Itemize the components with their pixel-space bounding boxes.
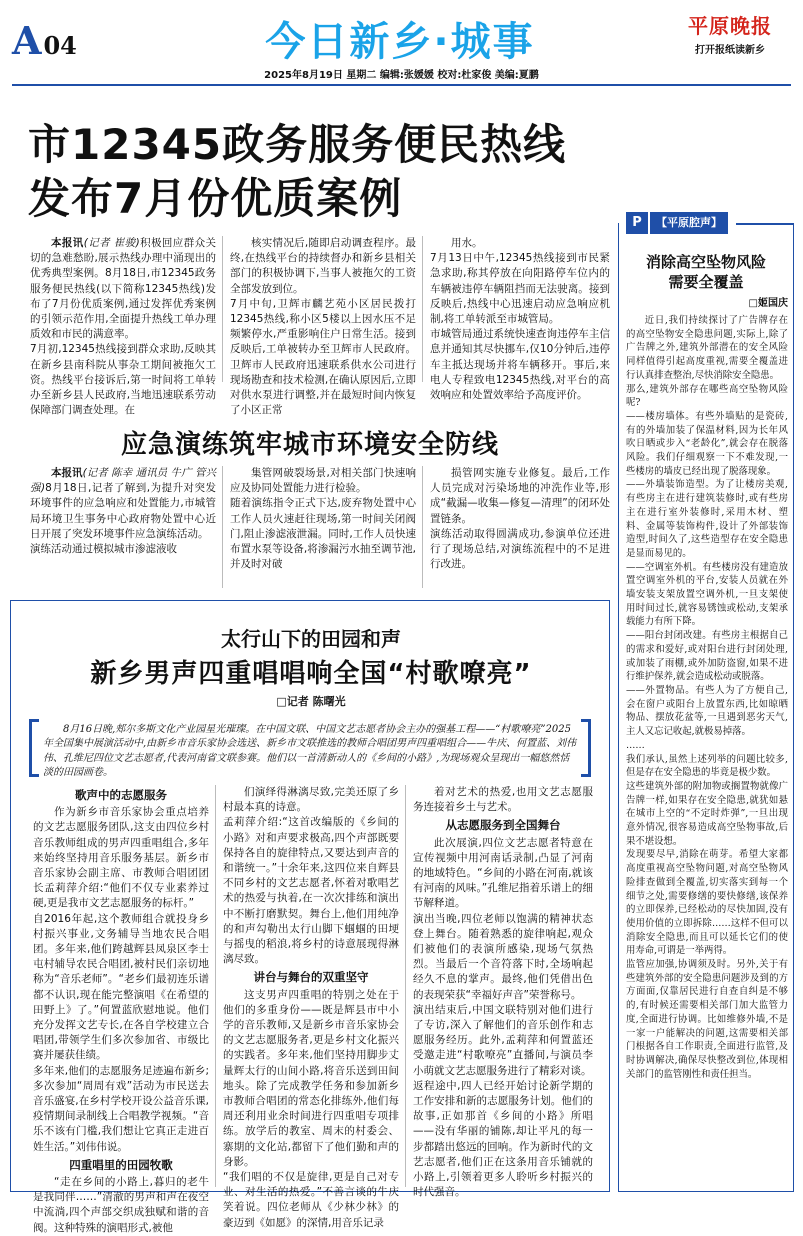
story1-col2-text: 核实情况后,随即启动调查程序。最终,在热线平台的持续督办和新乡县相关部门的积极协调下,当事人被拖欠的工资全部发放到位。 7月中旬,卫辉市麟艺苑小区居民拨打12345热线,称小区5楼以上因水压不足频繁停水,严重影响住户日常生活。接到反映后,工单被转办至卫辉市人民政府。卫辉市人民政府迅速联系供水公司进行现场勘查和技术检测,在确认原因后,立即对供水泵进行调整,并在最短时间内恢复了小区正常 bbox=[230, 237, 416, 417]
issue-meta: 2025年8月19日 星期二 编辑:张媛媛 校对:杜家俊 美编:夏鹏 bbox=[264, 70, 539, 81]
feature-col1 bbox=[33, 785, 209, 1234]
feature-subhead: 讲台与舞台的双重坚守 bbox=[253, 970, 369, 985]
story2-reporter: (记者 陈幸 通讯员 牛广 管兴强) bbox=[30, 467, 216, 495]
story1-headline-line2: 发布7月份优质案例 bbox=[28, 174, 403, 223]
feature-subhead: 从志愿服务到全国舞台 bbox=[445, 818, 561, 833]
feature-subhead: 四重唱里的田园牧歌 bbox=[69, 1157, 173, 1172]
column-tag-label: 【平原腔声】 bbox=[650, 212, 728, 234]
story2-col2 bbox=[230, 466, 416, 588]
column-title-line1: 消除高空坠物风险 bbox=[645, 253, 766, 271]
story1-col3 bbox=[430, 236, 610, 402]
page-header bbox=[0, 0, 803, 90]
feature-col3 bbox=[413, 785, 593, 1199]
story2-headline: 应急演练筑牢城市环境安全防线 bbox=[120, 430, 499, 460]
column-title-line2: 需要全覆盖 bbox=[668, 273, 744, 291]
column-body-text: 近日,我们持续探讨了广告牌存在的高空坠物安全隐患问题,实际上,除了广告牌之外,建筑外部潜在的安全风险同样值得引起高度重视,需要全覆盖进行认真排查整治,尽快消除安全隐患。 那么,建筑外部存在哪些高空坠物风险呢? ——楼房墙体。有些外墙贴的是瓷砖,有的外墙加装了保温材料,因为长年风吹日晒或步入“老龄化”,就会存在脱落风险。我们仔细观察一下不难发现,一些楼房的墙皮已经出现了脱落现象。 ——外墙装饰造型。为了让楼房美观,有些房主在进行建筑装修时,或有些房主在进行室外装修时,采用木材、塑料、金属等装饰构件,设计了外部装饰造型,时间久了,这些造型存在安全隐患是显而易见的。 ——空调室外机。有些楼房没有建造放置空调室外机的平台,安装人员就在外墙安装支架放置空调外机,一旦支架使用时间过长,就容易锈蚀或松动,支架承载能力有所下降。 ——阳台封闭改建。有些房主根据自己的需求和爱好,或对阳台进行封闭处理,或加装了雨棚,或外加防盗窗,如果不进行维护保养,就会造成松动或脱落。 ——外置物品。有些人为了方便自己,会在窗户或阳台上放置东西,比如晾晒物品、摆放花盆等,一旦遇到恶劣天气,主人又忘记收起,就极易掉落。 …… 我们承认,虽然上述列举的问题比较多,但是存在安全隐患的毕竟是极少数。 这些建筑外部的附加物或搁置物就像广告牌一样,如果存在安全隐患,就犹如悬在城市上空的“不定时炸弹”,一旦出现意外情况,很容易造成高空坠物事故,后果不堪设想。 发现要尽早,消除在萌芽。希望大家都高度重视高空坠物问题,对高空坠物风险排查做到全覆盖,切实落实到每一个细节之处,需要修缮的要快修缮,该保养的立即保养,已经松动的尽快加固,没有使用价值的立即拆除……这样不但可以消除安全隐患,而且可以延长它们的使用寿命,可谓是一举两得。 监管应加强,协调须及时。另外,关于有些建筑外部的安全隐患问题涉及到的方方面面,仅靠居民进行自查自纠是不够的,有时候还需要相关部门加大监管力度,全面进行协调。比如维修外墙,不是一家一户能解决的问题,这需要相关部门根据各自工作职责,全面进行监管,及时协调解决,确保尽快整改到位,体现相关部门的监管刚性和责任担当。 bbox=[626, 315, 788, 1080]
story1-col3-text: 用水。 7月13日中午,12345热线接到市民紧急求助,称其停放在向阳路停车位内的车辆被违停车辆阻挡而无法驶离。接到反映后,热线中心迅速启动应急响应机制,将工单转派至市城管局。 市城管局通过系统快速查询违停车主信息并通知其尽快挪车,仅10分钟后,违停车主抵达现场并将车辆移开。事后,来电人专程致电12345热线,对平台的高效响应和处置效率给予高度评价。 bbox=[430, 237, 610, 402]
logo-name: 平原晚报 bbox=[688, 14, 772, 38]
column-title bbox=[618, 252, 794, 292]
story2-byline: 本报讯 bbox=[51, 467, 83, 479]
story1-col2 bbox=[230, 236, 416, 417]
column-tag bbox=[626, 212, 728, 234]
column-author: □姬国庆 bbox=[748, 298, 788, 309]
feature-subhead: 歌声中的志愿服务 bbox=[75, 788, 167, 802]
column-divider bbox=[215, 785, 216, 1187]
bracket-right-icon bbox=[581, 719, 591, 777]
story1-headline-line1: 市12345政务服务便民热线 bbox=[28, 120, 567, 169]
feature-kicker: 太行山下的田园和声 bbox=[221, 627, 401, 651]
page-number bbox=[12, 18, 77, 63]
page-digits: 04 bbox=[43, 31, 77, 60]
story2-col2-text: 集管网破裂场景,对相关部门快速响应及协同处置能力进行检验。 随着演练指令正式下达,废弃物处置中心工作人员火速赶往现场,第一时间关闭阀门,阻止渗滤液泄漏。同时,工作人员快速布置水泵等设备,将渗漏污水抽至调节池,并及时对破 bbox=[230, 467, 416, 571]
newspaper-logo bbox=[671, 10, 789, 56]
story2-col1 bbox=[30, 466, 216, 588]
story2-col3-text: 损管网实施专业修复。最后,工作人员完成对污染场地的冲洗作业等,形成“截漏—收集—修复—清理”的闭环处置链条。 演练活动取得圆满成功,参演单位还进行了现场总结,对演练流程中的不足进行改进。 bbox=[430, 467, 610, 571]
feature-col1a-text: 作为新乡市音乐家协会重点培养的文艺志愿服务团队,这支由四位乡村音乐教师组成的男声四重唱组合,多年来始终坚持用音乐服务基层。新乡市音乐家协会副主席、市教师合唱团团长孟莉萍介绍:“他们不仅专业素养过硬,更是我市文艺志愿服务的标杆。” 自2016年起,这个教师组合就投身乡村振兴事业,文务辅导当地农民合唱团。多年来,他们跨越辉县凤泉区李士屯村辅导农民合唱团,被村民们亲切地称为“音乐老师”。“老乡们最初连乐谱都不认识,现在能完整演唱《在希望的田野上》了。”何置蓝欣慰地说。他们充分发挥文艺专长,在各自学校建立合唱团,带领学生们多次参加省、市级比赛并屡获佳绩。 多年来,他们的志愿服务足迹遍布新乡;多次参加“周周有戏”活动为市民送去音乐盛宴,在乡村学校开设公益音乐课,疫情期间录制线上合唱教学视频。“音乐不该有门槛,我们想让它真正走进百姓生活。”刘伟伟说。 bbox=[33, 806, 209, 1153]
feature-intro bbox=[35, 719, 585, 777]
feature-col2b-text: 这支男声四重唱的特别之处在于他们的多重身份——既是辉县市中小学的音乐教师,又是新乡市音乐家协会的文艺志愿服务者,更是乡村文化振兴的实践者。多年来,他们坚持用脚步丈量辉太行的山间小路,将音乐送到田间地头。除了完成教学任务和参加新乡市教师合唱团的常态化排练外,他们每周还利用业余时间进行四重唱专项排练。放学后的教室、周末的村委会、寨期的文化站,都留下了他们勤和声的身影。 “我们唱的不仅是旋律,更是自己对专业、对生活的热爱。”不善言谈的牛庆笑着说。四位老师从《少林少林》的豪迈到《如愿》的深情,用音乐记录 bbox=[223, 988, 399, 1229]
column-badge-icon: P bbox=[626, 212, 648, 234]
story2-col1-text: 8月18日,记者了解到,为提升对突发环境事件的应急响应和处置能力,市城管局环境卫生事务中心政府物处置中心近日开展了突发环境事件应急演练活动。 演练活动通过模拟城市渗滤液收 bbox=[30, 482, 216, 556]
feature-reporter: □记者 陈曙光 bbox=[276, 695, 346, 708]
opinion-column bbox=[618, 212, 794, 1192]
bracket-left-icon bbox=[29, 719, 39, 777]
logo-slogan: 打开报纸读新乡 bbox=[695, 45, 765, 56]
column-divider bbox=[405, 785, 406, 1187]
header-rule bbox=[12, 84, 791, 86]
feature-intro-text: 8月16日晚,郏尔多斯文化产业园星光璀璨。在中国文联、中国文艺志愿者协会主办的强基工程——“村歌嘹亮”2025年全国集中展演活动中,由新乡市音乐家协会选送、新乡市文联推选的教师合唱团男声四重唱组合——牛庆、何置蓝、刘伟伟、孔维尼四位文艺志愿者,代表河南省文联参赛。他们以一首清新动人的《乡间的小路》,为现场观众呈现出一幅悠然恬淡的田园画卷。 bbox=[43, 724, 577, 779]
column-frame-top bbox=[736, 223, 794, 225]
feature-col3b-text: 此次展演,四位文艺志愿者特意在宣传视频中用河南话录制,凸显了河南的地域特色。“乡间的小路在河南,就该有河南的风味。”孔维尼指着乐谱上的细节解释道。 演出当晚,四位老师以饱满的精神状态登上舞台。随着熟悉的旋律响起,观众们被他们的表演所感染,现场气氛热烈。当最后一个音符落下时,全场响起经久不息的掌声。最终,他们凭借出色的表现荣获“幸福好声音”荣誉称号。 演出结束后,中国文联特别对他们进行了专访,深入了解他们的音乐创作和志愿服务经历。此外,孟莉萍和何置蓝还受邀走进“村歌嘹亮”直播间,与演员李小萌就文艺志愿服务进行了精彩对谈。 返程途中,四人已经开始讨论新学期的工作安排和新的志愿服务计划。他们的故事,正如那首《乡间的小路》所唱——没有华丽的铺陈,却让平凡的每一步都踏出悠远的回响。作为新时代的文艺志愿者,他们正在这条用音乐铺就的小路上,引领着更多人聆听乡村振兴的时代强音。 bbox=[413, 836, 593, 1199]
story1-col1-text: 积极回应群众关切的急难愁盼,展示热线办理中涌现出的优秀典型案例。8月18日,市12345政务服务便民热线(以下简称12345热线)发布了7月份优质案例,通过发挥优秀案例的引领示范作用,全面提升热线工单办理质效和市民的满意率。 7月初,12345热线接到群众求助,反映其在新乡县南科院从事杂工期间被拖欠工资。热线平台接诉后,第一时间将工单转办至新乡县人民政府,当地迅速联系劳动保障部门调查处理。在 bbox=[30, 237, 217, 417]
column-divider bbox=[222, 466, 223, 588]
feature-col2a-text: 们演绎得淋漓尽致,完美还原了乡村最本真的诗意。 孟莉萍介绍:“这首改编版的《乡间的小路》对和声要求极高,四个声部既要保持各自的旋律特点,又要达到声音的和谐统一。”十余年来,这四位来自辉县不同乡村的文艺志愿者,怀着对歌唱艺术的热爱与执着,在一次次排练和演出中不断打磨默契。舞台上,他们用纯净的和声勾勒出太行山脚下蝈蝈的田埂与摇曳的稻浪,将乡村的诗意展现得淋漓尽致。 bbox=[223, 786, 399, 966]
story1-col1 bbox=[30, 236, 217, 417]
page-letter: A bbox=[12, 18, 42, 63]
column-divider bbox=[422, 466, 423, 588]
feature-col2 bbox=[223, 785, 399, 1229]
feature-box bbox=[10, 600, 610, 1234]
feature-col1b-text: “走在乡间的小路上,暮归的老牛是我同伴……”清澈的男声和声在夜空中流淌,四个声部交织成独赋和谐的音阀。这种特殊的演唱形式,被他 bbox=[33, 1176, 209, 1234]
column-divider bbox=[222, 236, 223, 382]
column-body bbox=[626, 314, 788, 1184]
column-divider bbox=[422, 236, 423, 382]
feature-headline: 新乡男声四重唱唱响全国“村歌嘹亮” bbox=[90, 659, 532, 689]
section-title: 今日新乡·城事 bbox=[265, 19, 535, 65]
story1-byline: 本报讯 bbox=[51, 237, 84, 249]
story1-reporter: (记者 崔骏) bbox=[83, 237, 140, 249]
feature-col3a-text: 着对艺术的热爱,也用文艺志愿服务连接着乡土与艺术。 bbox=[413, 786, 593, 814]
story1-headline bbox=[28, 118, 566, 226]
story2-col3 bbox=[430, 466, 610, 588]
